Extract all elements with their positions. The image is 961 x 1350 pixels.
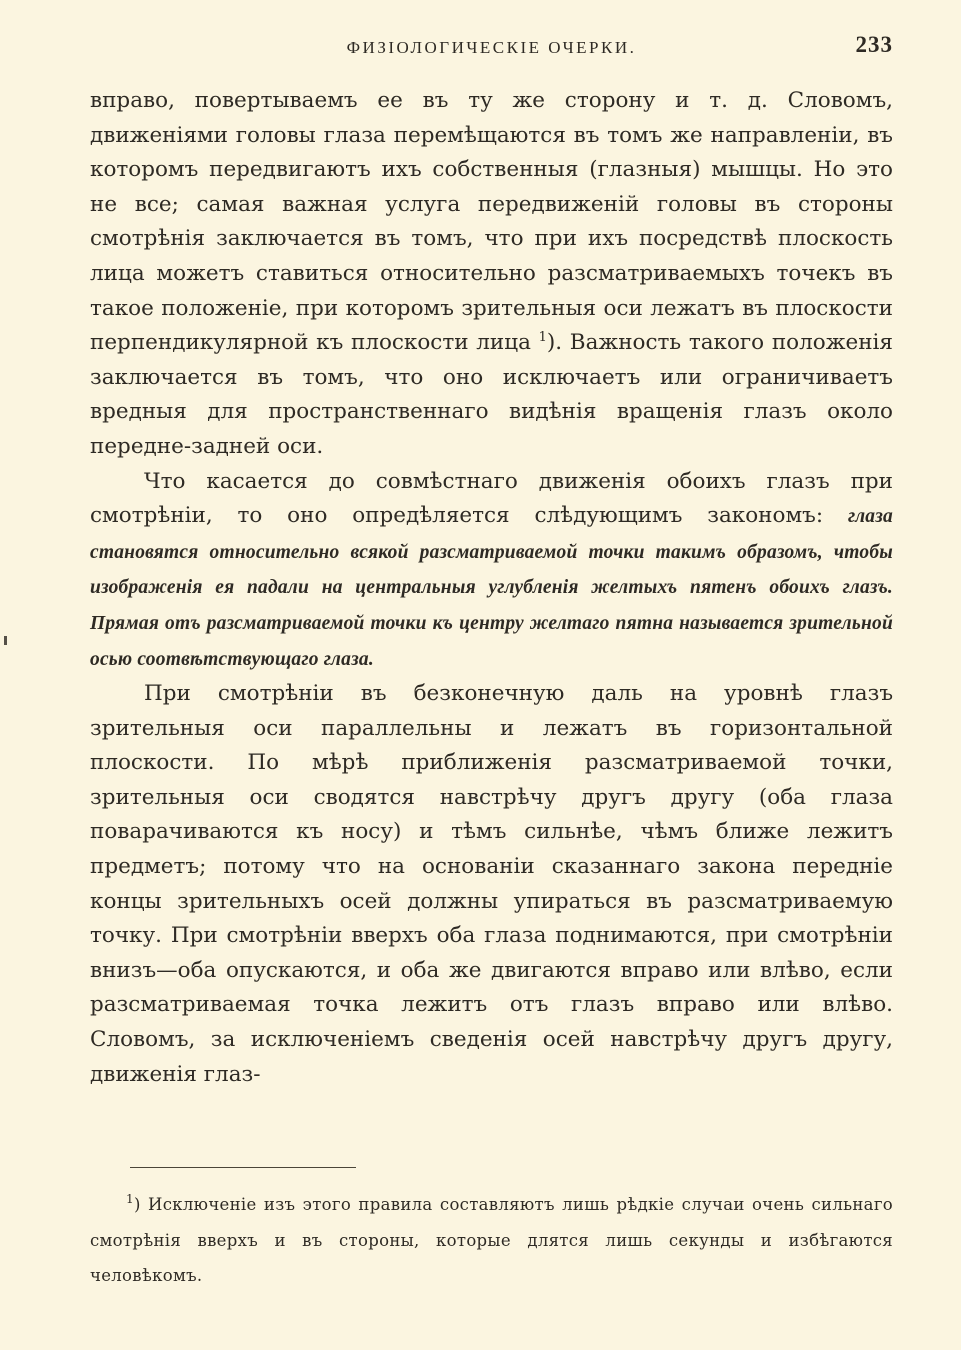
footnote-divider [130,1167,356,1168]
margin-mark [4,636,7,645]
main-text [90,84,893,1092]
paragraph-2 [90,465,893,678]
paragraph-1-continuation: ). Важность такого положенія заключается въ томъ, что оно исключаетъ или ограничиваетъ вредныя для пространственнаго видѣнія вращенія глазъ около передне-задней оси. [90,330,893,459]
book-page [90,0,893,1350]
paragraph-3 [90,677,893,1092]
footnote-text: Исключеніе изъ этого правила составляютъ лишь рѣдкіе случаи очень сильнаго смотрѣнія вверхъ и въ стороны, которые длятся лишь секунды и избѣгаются человѣкомъ. [90,1195,893,1285]
running-title: ФИЗІОЛОГИЧЕСКІЕ ОЧЕРКИ. [346,38,637,57]
paragraph-1-text: вправо, повертываемъ ее въ ту же сторону и т. д. Словомъ, движеніями головы глаза перемѣщаются въ томъ же направленіи, въ которомъ передвигаютъ ихъ собственныя (глазныя) мышцы. Но это не все; самая важная услуга передвиженій головы въ стороны смотрѣнія заключается въ томъ, что при ихъ посредствѣ плоскость лица можетъ ставиться относительно разсматриваемыхъ точекъ въ такое положеніе, при которомъ зрительныя оси лежатъ въ плоскости перпендикулярной къ плоскости лица [90,88,893,356]
page-header [90,30,893,66]
page-number: 233 [855,32,893,57]
footnote-marker-paren: ) [133,1195,141,1214]
paragraph-3-text: При смотрѣніи въ безконечную даль на уровнѣ глазъ зрительныя оси параллельны и лежатъ въ горизонтальной плоскости. По мѣрѣ приближенія разсматриваемой точки, зрительныя оси сводятся навстрѣчу другъ другу (оба глаза поварачиваются къ носу) и тѣмъ сильнѣе, чѣмъ ближе лежитъ предметъ; потому что на основаніи сказаннаго закона передніе концы зрительныхъ осей должны упираться въ разсматриваемую точку. При смотрѣніи вверхъ оба глаза поднимаются, при смотрѣніи внизъ—оба опускаются, и оба же двигаются вправо или влѣво, если разсматриваемая точка лежитъ отъ глазъ вправо или влѣво. Словомъ, за исключеніемъ сведенія осей навстрѣчу другъ другу, движенія глаз- [90,681,893,1087]
footnote [90,1187,893,1294]
footnote-marker: 1 [126,1192,134,1206]
paragraph-1 [90,84,893,465]
law-statement: глаза становятся относительно всякой разсматриваемой точки такимъ образомъ, чтобы изображенія ея падали на центральныя углубленія желтыхъ пятенъ обоихъ глазъ. Прямая отъ разсматриваемой точки къ центру желтаго пятна называется зрительной осью соотвѣтствующаго глаза. [90,506,893,670]
paragraph-2-lead: Что касается до совмѣстнаго движенія обоихъ глазъ при смотрѣніи, то оно опредѣляется слѣдующимъ закономъ: [90,468,893,529]
footnote-reference: 1 [538,330,547,346]
